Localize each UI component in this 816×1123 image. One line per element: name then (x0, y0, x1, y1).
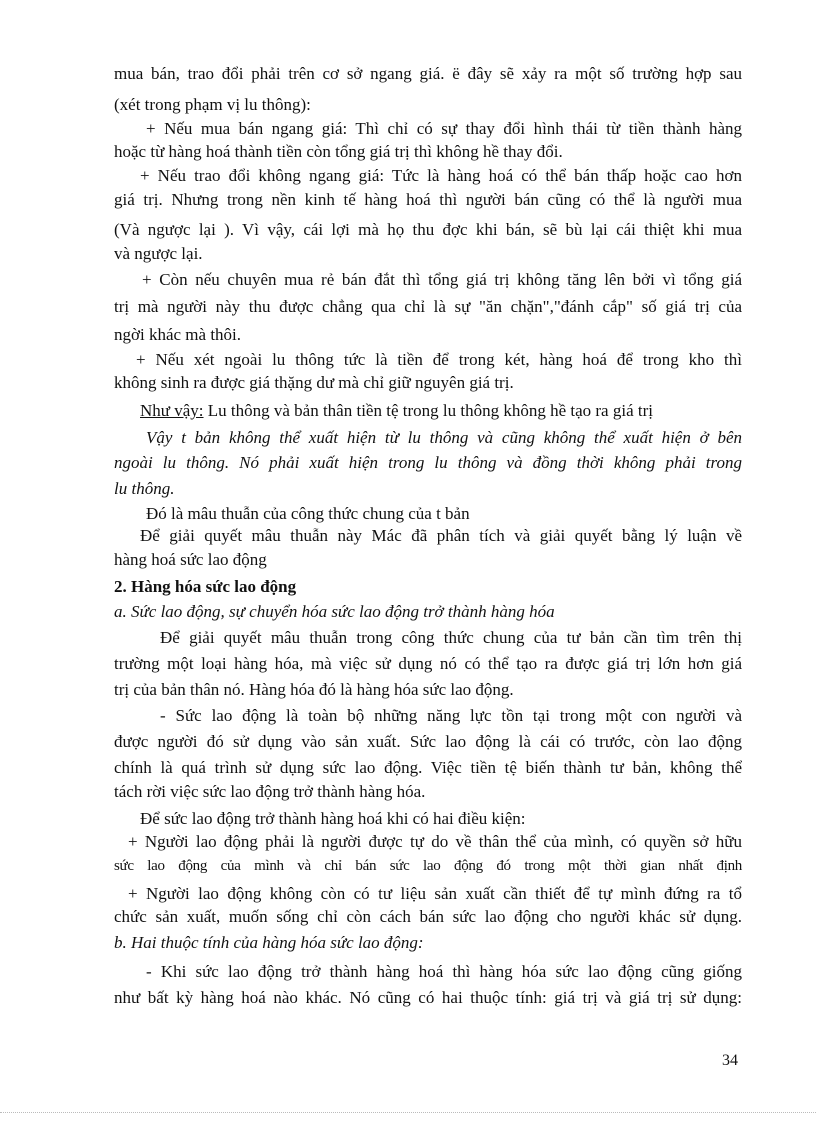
text-line: Đó là mâu thuẫn của công thức chung của t bản (146, 504, 470, 523)
text-line: + Còn nếu chuyên mua rẻ bán đắt thì tổng giá trị không tăng lên bởi vì tổng giá (142, 270, 742, 289)
text-line: + Người lao động phải là người được tự do về thân thể của mình, có quyền sở hữu (128, 832, 742, 851)
text-line: Để giải quyết mâu thuẫn trong công thức chung của tư bản cần tìm trên thị (160, 628, 742, 647)
text-line: chức sản xuất, muốn sống chỉ còn cách bán sức lao động cho người khác sử dụng. (114, 907, 742, 926)
text-line: giá trị. Nhưng trong nền kinh tế hàng hoá thì người bán cũng có thể là người mua (114, 190, 742, 209)
text-line: + Người lao động không còn có tư liệu sản xuất cần thiết để tự mình đứng ra tổ (128, 884, 742, 903)
text-line: Để giải quyết mâu thuẫn này Mác đã phân tích và giải quyết bằng lý luận về (140, 526, 742, 545)
text-line: - Khi sức lao động trở thành hàng hoá thì hàng hóa sức lao động cũng giống (146, 962, 742, 981)
text-line: trị của bản thân nó. Hàng hóa đó là hàng hóa sức lao động. (114, 680, 514, 699)
text-line: mua bán, trao đổi phải trên cơ sở ngang giá. ë đây sẽ xảy ra một số trường hợp sau (114, 64, 742, 83)
text-line: và ngược lại. (114, 244, 203, 263)
text-line: trường một loại hàng hóa, mà việc sử dụng nó có thể tạo ra được giá trị lớn hơn giá (114, 654, 742, 673)
bottom-divider (0, 1112, 816, 1113)
text-line: Để sức lao động trở thành hàng hoá khi có hai điều kiện: (140, 809, 526, 828)
text-line: (Và ngược lại ). Vì vậy, cái lợi mà họ thu đợc khi bán, sẽ bù lại cái thiệt khi mua (114, 220, 742, 239)
text-line: chính là quá trình sử dụng sức lao động. Việc tiền tệ biến thành tư bản, không thể (114, 758, 742, 777)
text-line: (xét trong phạm vị lu thông): (114, 95, 311, 114)
text-line: không sinh ra được giá thặng dư mà chỉ giữ nguyên giá trị. (114, 373, 514, 392)
italic-line: lu thông. (114, 479, 175, 498)
text-line: + Nếu mua bán ngang giá: Thì chỉ có sự thay đổi hình thái từ tiền thành hàng (146, 119, 742, 138)
text-line: trị mà người này thu được chẳng qua chỉ là sự "ăn chặn","đánh cắp" số giá trị của (114, 297, 742, 316)
text-line: + Nếu xét ngoài lu thông tức là tiền để trong két, hàng hoá để trong kho thì (136, 350, 742, 369)
italic-line: ngoài lu thông. Nó phải xuất hiện trong lu thông và đồng thời không phải trong (114, 453, 742, 472)
text-line: + Nếu trao đổi không ngang giá: Tức là hàng hoá có thể bán thấp hoặc cao hơn (140, 166, 742, 185)
nhu-vay-label: Như vậy: (140, 401, 204, 420)
nhu-vay-text: Lu thông và bản thân tiền tệ trong lu thông không hề tạo ra giá trị (203, 401, 653, 420)
text-line: tách rời việc sức lao động trở thành hàng hóa. (114, 782, 426, 801)
text-line: hoặc từ hàng hoá thành tiền còn tổng giá trị thì không hề thay đổi. (114, 142, 563, 161)
text-line: được người đó sử dụng vào sản xuất. Sức lao động là cái có trước, còn lao động (114, 732, 742, 751)
summary-line (140, 400, 742, 422)
page-number: 34 (722, 1052, 738, 1069)
text-line: - Sức lao động là toàn bộ những năng lực tồn tại trong một con người và (160, 706, 742, 725)
text-line: ngời khác mà thôi. (114, 325, 242, 344)
section-heading: 2. Hàng hóa sức lao động (114, 577, 297, 596)
italic-line: Vậy t bản không thể xuất hiện từ lu thông và cũng không thể xuất hiện ở bên (146, 428, 742, 447)
subheading-a: a. Sức lao động, sự chuyển hóa sức lao động trở thành hàng hóa (114, 602, 555, 621)
subheading-b: b. Hai thuộc tính của hàng hóa sức lao động: (114, 933, 424, 952)
text-line: như bất kỳ hàng hoá nào khác. Nó cũng có hai thuộc tính: giá trị và giá trị sử dụng: (114, 988, 742, 1007)
text-line: hàng hoá sức lao động (114, 550, 267, 569)
text-line: sức lao động của mình và chỉ bán sức lao động đó trong một thời gian nhất định (114, 858, 742, 874)
